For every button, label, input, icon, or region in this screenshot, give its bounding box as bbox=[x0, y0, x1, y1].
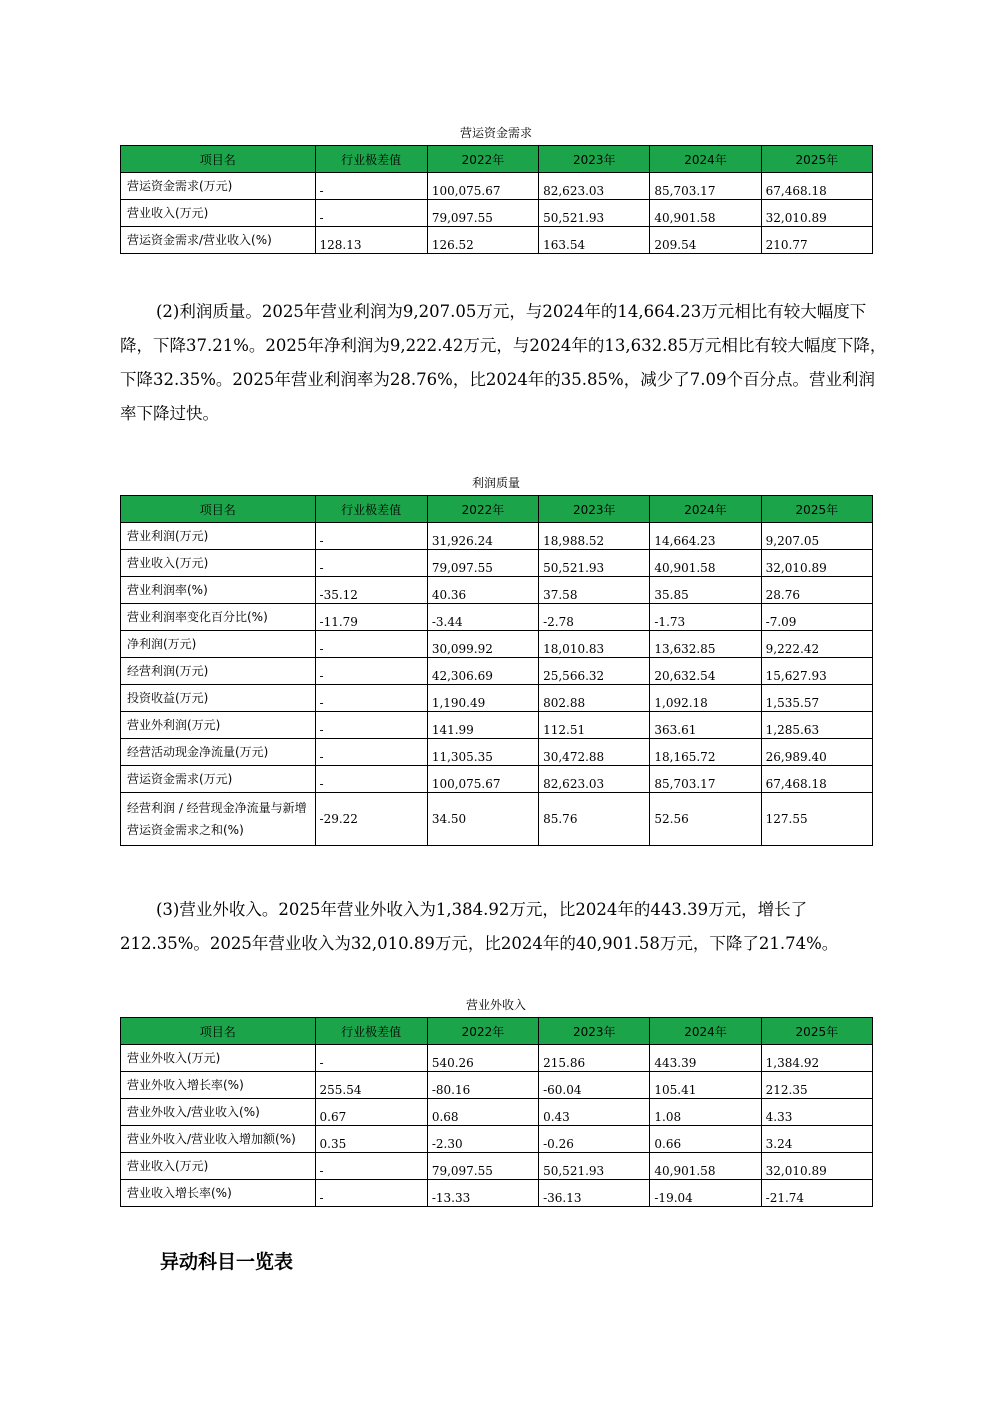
table-cell: 85,703.17 bbox=[650, 766, 761, 793]
table-cell: 37.58 bbox=[539, 577, 650, 604]
row-label: 营运资金需求(万元) bbox=[121, 766, 316, 793]
table-row bbox=[121, 550, 873, 577]
table-cell: 1,190.49 bbox=[427, 685, 538, 712]
table-row bbox=[121, 631, 873, 658]
table-row bbox=[121, 1072, 873, 1099]
table-cell: 34.50 bbox=[427, 793, 538, 846]
row-label: 营业外收入/营业收入增加额(%) bbox=[121, 1126, 316, 1153]
table-cell: 1,384.92 bbox=[761, 1045, 872, 1072]
table-cell: 212.35 bbox=[761, 1072, 872, 1099]
table-cell: -60.04 bbox=[539, 1072, 650, 1099]
non-operating-income-paragraph: (3)营业外收入。2025年营业外收入为1,384.92万元，比2024年的443.39万元，增长了212.35%。2025年营业收入为32,010.89万元，比2024年的40,901.58万元，下降了21.74%。 bbox=[120, 900, 839, 953]
column-header: 2022年 bbox=[427, 496, 538, 523]
column-header: 2023年 bbox=[539, 146, 650, 173]
table-cell: 30,472.88 bbox=[539, 739, 650, 766]
table-cell: 0.43 bbox=[539, 1099, 650, 1126]
table-cell: - bbox=[315, 739, 427, 766]
table-cell: -80.16 bbox=[427, 1072, 538, 1099]
row-label: 营业利润(万元) bbox=[121, 523, 316, 550]
table-cell: 52.56 bbox=[650, 793, 761, 846]
table-row bbox=[121, 793, 873, 846]
table-cell: 1,535.57 bbox=[761, 685, 872, 712]
table-cell: 9,222.42 bbox=[761, 631, 872, 658]
table-cell: 20,632.54 bbox=[650, 658, 761, 685]
table-row bbox=[121, 1180, 873, 1207]
table-cell: -13.33 bbox=[427, 1180, 538, 1207]
table-cell: 32,010.89 bbox=[761, 1153, 872, 1180]
row-label: 营业收入增长率(%) bbox=[121, 1180, 316, 1207]
table-cell: 141.99 bbox=[427, 712, 538, 739]
table-cell: 1,285.63 bbox=[761, 712, 872, 739]
table-cell: 255.54 bbox=[315, 1072, 427, 1099]
table-cell: 802.88 bbox=[539, 685, 650, 712]
table-row bbox=[121, 227, 873, 254]
table-cell: 210.77 bbox=[761, 227, 872, 254]
column-header: 行业极差值 bbox=[315, 146, 427, 173]
row-label: 营业利润率变化百分比(%) bbox=[121, 604, 316, 631]
table-cell: -0.26 bbox=[539, 1126, 650, 1153]
table-cell: -21.74 bbox=[761, 1180, 872, 1207]
table-cell: 79,097.55 bbox=[427, 550, 538, 577]
table-cell: 50,521.93 bbox=[539, 1153, 650, 1180]
table-cell: - bbox=[315, 173, 427, 200]
table2-caption: 利润质量 bbox=[471, 476, 520, 490]
column-header: 2023年 bbox=[539, 1018, 650, 1045]
table-row bbox=[121, 739, 873, 766]
table-cell: 32,010.89 bbox=[761, 550, 872, 577]
table-header-row bbox=[121, 496, 873, 523]
table-header-row bbox=[121, 146, 873, 173]
column-header: 行业极差值 bbox=[315, 1018, 427, 1045]
table-cell: - bbox=[315, 712, 427, 739]
table-cell: 40,901.58 bbox=[650, 1153, 761, 1180]
table-cell: - bbox=[315, 631, 427, 658]
table-cell: 105.41 bbox=[650, 1072, 761, 1099]
table-cell: 67,468.18 bbox=[761, 766, 872, 793]
table-row bbox=[121, 766, 873, 793]
profit-quality-paragraph: (2)利润质量。2025年营业利润为9,207.05万元，与2024年的14,664.23万元相比有较大幅度下降，下降37.21%。2025年净利润为9,222.42万元，与2024年的13,632.85万元相比有较大幅度下降，下降32.35%。2025年营业利润率为28.76%，比2024年的35.85%，减少了7.09个百分点。营业利润率下降过快。 bbox=[120, 302, 887, 423]
row-label: 营业外收入增长率(%) bbox=[121, 1072, 316, 1099]
table-row bbox=[121, 173, 873, 200]
table-row bbox=[121, 523, 873, 550]
table-cell: 0.66 bbox=[650, 1126, 761, 1153]
table-cell: 79,097.55 bbox=[427, 1153, 538, 1180]
table-cell: 18,010.83 bbox=[539, 631, 650, 658]
table-cell: - bbox=[315, 1180, 427, 1207]
table-cell: 28.76 bbox=[761, 577, 872, 604]
column-header: 行业极差值 bbox=[315, 496, 427, 523]
table-cell: 3.24 bbox=[761, 1126, 872, 1153]
table-cell: 18,988.52 bbox=[539, 523, 650, 550]
table-cell: 100,075.67 bbox=[427, 173, 538, 200]
table-cell: 40.36 bbox=[427, 577, 538, 604]
table-cell: 50,521.93 bbox=[539, 550, 650, 577]
table-cell: 25,566.32 bbox=[539, 658, 650, 685]
row-label: 投资收益(万元) bbox=[121, 685, 316, 712]
table-cell: 0.67 bbox=[315, 1099, 427, 1126]
table1-caption: 营运资金需求 bbox=[459, 126, 532, 140]
column-header: 2025年 bbox=[761, 1018, 872, 1045]
table-cell: 215.86 bbox=[539, 1045, 650, 1072]
column-header: 2023年 bbox=[539, 496, 650, 523]
table-row bbox=[121, 604, 873, 631]
section-heading: 异动科目一览表 bbox=[160, 1251, 294, 1273]
row-label: 营运资金需求/营业收入(%) bbox=[121, 227, 316, 254]
table-cell: 0.35 bbox=[315, 1126, 427, 1153]
table-cell: 9,207.05 bbox=[761, 523, 872, 550]
table-cell: 15,627.93 bbox=[761, 658, 872, 685]
table-cell: 126.52 bbox=[427, 227, 538, 254]
table-row bbox=[121, 685, 873, 712]
row-label: 经营利润(万元) bbox=[121, 658, 316, 685]
column-header: 2024年 bbox=[650, 1018, 761, 1045]
table-cell: - bbox=[315, 766, 427, 793]
table-cell: 128.13 bbox=[315, 227, 427, 254]
table-cell: -35.12 bbox=[315, 577, 427, 604]
table-row bbox=[121, 658, 873, 685]
table-cell: - bbox=[315, 658, 427, 685]
table-cell: 443.39 bbox=[650, 1045, 761, 1072]
table-row bbox=[121, 1126, 873, 1153]
table-cell: 26,989.40 bbox=[761, 739, 872, 766]
table-cell: 50,521.93 bbox=[539, 200, 650, 227]
table-cell: 209.54 bbox=[650, 227, 761, 254]
table-row bbox=[121, 577, 873, 604]
table-cell: 14,664.23 bbox=[650, 523, 761, 550]
column-header: 2025年 bbox=[761, 146, 872, 173]
table-cell: 4.33 bbox=[761, 1099, 872, 1126]
table-cell: 0.68 bbox=[427, 1099, 538, 1126]
row-label: 营业外利润(万元) bbox=[121, 712, 316, 739]
column-header: 项目名 bbox=[121, 146, 316, 173]
table-cell: 127.55 bbox=[761, 793, 872, 846]
table-cell: 11,305.35 bbox=[427, 739, 538, 766]
table-cell: 163.54 bbox=[539, 227, 650, 254]
row-label: 营业利润率(%) bbox=[121, 577, 316, 604]
table-cell: -2.30 bbox=[427, 1126, 538, 1153]
table-header-row bbox=[121, 1018, 873, 1045]
table-cell: 35.85 bbox=[650, 577, 761, 604]
table-cell: 540.26 bbox=[427, 1045, 538, 1072]
table-cell: 42,306.69 bbox=[427, 658, 538, 685]
table-cell: -2.78 bbox=[539, 604, 650, 631]
column-header: 项目名 bbox=[121, 496, 316, 523]
table-cell: 13,632.85 bbox=[650, 631, 761, 658]
table-cell: -3.44 bbox=[427, 604, 538, 631]
table-cell: 100,075.67 bbox=[427, 766, 538, 793]
table-row bbox=[121, 712, 873, 739]
row-label: 营业收入(万元) bbox=[121, 550, 316, 577]
table-cell: -7.09 bbox=[761, 604, 872, 631]
table-cell: - bbox=[315, 685, 427, 712]
table-cell: 67,468.18 bbox=[761, 173, 872, 200]
table-cell: 363.61 bbox=[650, 712, 761, 739]
table-cell: - bbox=[315, 523, 427, 550]
table-cell: 79,097.55 bbox=[427, 200, 538, 227]
column-header: 2025年 bbox=[761, 496, 872, 523]
non-operating-income-table bbox=[120, 1017, 873, 1207]
row-label: 营业收入(万元) bbox=[121, 200, 316, 227]
table-cell: 85,703.17 bbox=[650, 173, 761, 200]
table-cell: 112.51 bbox=[539, 712, 650, 739]
row-label: 营业外收入/营业收入(%) bbox=[121, 1099, 316, 1126]
table-cell: -19.04 bbox=[650, 1180, 761, 1207]
table-cell: 82,623.03 bbox=[539, 766, 650, 793]
column-header: 项目名 bbox=[121, 1018, 316, 1045]
row-label: 营业收入(万元) bbox=[121, 1153, 316, 1180]
table3-caption: 营业外收入 bbox=[465, 998, 526, 1012]
table-row bbox=[121, 200, 873, 227]
table-cell: - bbox=[315, 200, 427, 227]
row-label: 营运资金需求(万元) bbox=[121, 173, 316, 200]
column-header: 2022年 bbox=[427, 1018, 538, 1045]
table-cell: -29.22 bbox=[315, 793, 427, 846]
row-label: 经营活动现金净流量(万元) bbox=[121, 739, 316, 766]
table-cell: 31,926.24 bbox=[427, 523, 538, 550]
table-cell: -1.73 bbox=[650, 604, 761, 631]
table-row bbox=[121, 1045, 873, 1072]
table-cell: 1,092.18 bbox=[650, 685, 761, 712]
table-row bbox=[121, 1099, 873, 1126]
table-cell: -11.79 bbox=[315, 604, 427, 631]
row-label: 净利润(万元) bbox=[121, 631, 316, 658]
table-cell: 18,165.72 bbox=[650, 739, 761, 766]
row-label: 营业外收入(万元) bbox=[121, 1045, 316, 1072]
table-cell: 30,099.92 bbox=[427, 631, 538, 658]
column-header: 2024年 bbox=[650, 146, 761, 173]
table-row bbox=[121, 1153, 873, 1180]
table-cell: 40,901.58 bbox=[650, 200, 761, 227]
row-label: 经营利润 / 经营现金净流量与新增营运资金需求之和(%) bbox=[121, 793, 316, 846]
column-header: 2022年 bbox=[427, 146, 538, 173]
table-cell: 82,623.03 bbox=[539, 173, 650, 200]
table-cell: 40,901.58 bbox=[650, 550, 761, 577]
column-header: 2024年 bbox=[650, 496, 761, 523]
table-cell: 1.08 bbox=[650, 1099, 761, 1126]
table-cell: -36.13 bbox=[539, 1180, 650, 1207]
table-cell: - bbox=[315, 550, 427, 577]
table-cell: - bbox=[315, 1045, 427, 1072]
table-cell: 85.76 bbox=[539, 793, 650, 846]
working-capital-table bbox=[120, 145, 873, 254]
table-cell: - bbox=[315, 1153, 427, 1180]
table-cell: 32,010.89 bbox=[761, 200, 872, 227]
profit-quality-table bbox=[120, 495, 873, 846]
